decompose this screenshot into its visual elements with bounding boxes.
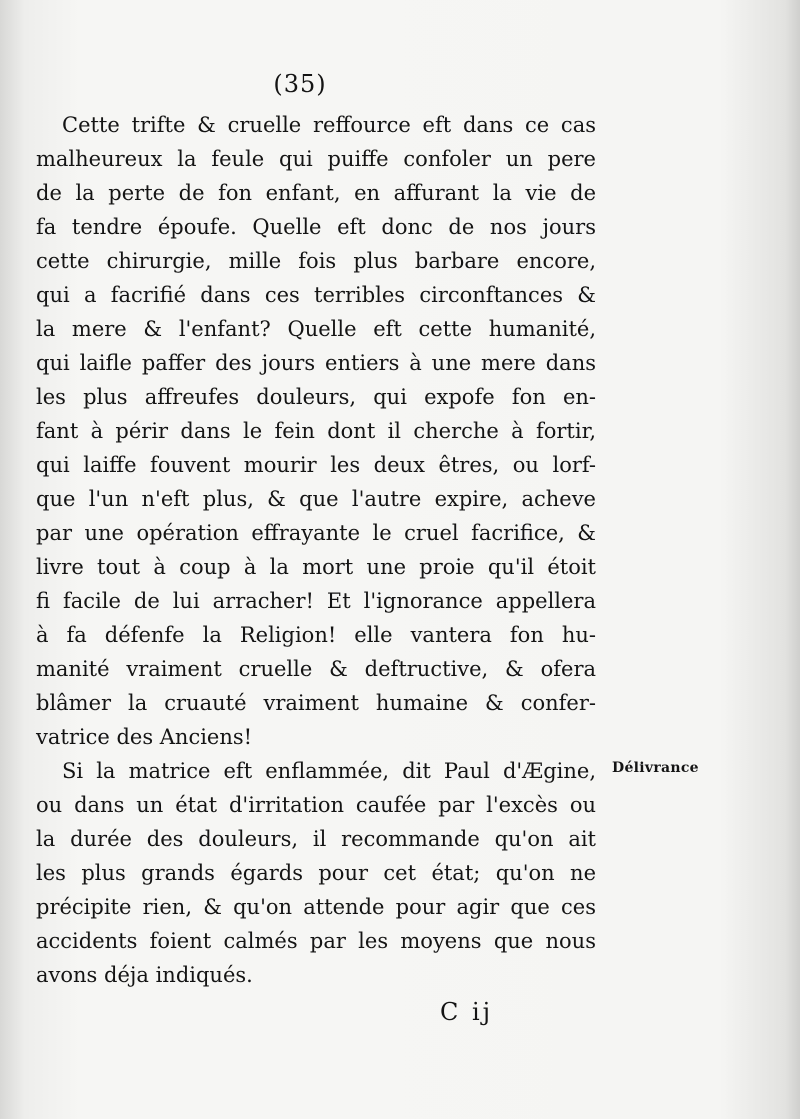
text-line: vatrice des Anciens! [36, 725, 253, 749]
show-through-text [640, 438, 644, 452]
text-line: les plus affreufes douleurs, qui expofe fon en- [36, 385, 596, 409]
text-line: malheureux la feule qui puiffe confoler un pere [36, 147, 596, 171]
text-line: fa tendre époufe. Quelle eft donc de nos jours [36, 215, 596, 239]
paragraph-2 [36, 754, 596, 992]
text-line: qui laiffe fouvent mourir les deux êtres, ou lorf- [36, 453, 596, 477]
text-line: la mere & l'enfant? Quelle eft cette humanité, [36, 317, 596, 341]
text-line: de la perte de fon enfant, en affurant la vie de [36, 181, 596, 205]
text-line: que l'un n'eft plus, & que l'autre expire, acheve [36, 487, 596, 511]
margin-note: Délivrance [612, 760, 699, 776]
text-line: par une opération effrayante le cruel facrifice, & [36, 521, 596, 545]
page-number: (35) [273, 70, 327, 98]
text-line: qui a facrifié dans ces terribles circonftances & [36, 283, 596, 307]
text-line: cette chirurgie, mille fois plus barbare encore, [36, 249, 596, 273]
body-text [36, 108, 596, 992]
text-line: Cette trifte & cruelle reffource eft dans ce cas [62, 113, 596, 137]
text-line: Si la matrice eft enflammée, dit Paul d'Ægine, [62, 759, 596, 783]
paragraph-1 [36, 108, 596, 754]
text-line: blâmer la cruauté vraiment humaine & confer- [36, 691, 596, 715]
text-line: avons déja indiqués. [36, 963, 253, 987]
text-line: fant à périr dans le fein dont il cherche à fortir, [36, 419, 596, 443]
text-line: accidents foient calmés par les moyens que nous [36, 929, 596, 953]
text-line: à fa défenfe la Religion! elle vantera fon hu- [36, 623, 596, 647]
text-line: qui laifle paffer des jours entiers à une mere dans [36, 351, 596, 375]
text-line: livre tout à coup à la mort une proie qu'il étoit [36, 555, 596, 579]
text-line: ou dans un état d'irritation caufée par l'excès ou [36, 793, 596, 817]
text-line: fi facile de lui arracher! Et l'ignorance appellera [36, 589, 596, 613]
text-line: la durée des douleurs, il recommande qu'on ait [36, 827, 596, 851]
text-line: précipite rien, & qu'on attende pour agir que ces [36, 895, 596, 919]
text-line: les plus grands égards pour cet état; qu'on ne [36, 861, 596, 885]
text-line: manité vraiment cruelle & deftructive, & ofera [36, 657, 596, 681]
signature-mark: C ij [440, 998, 494, 1026]
